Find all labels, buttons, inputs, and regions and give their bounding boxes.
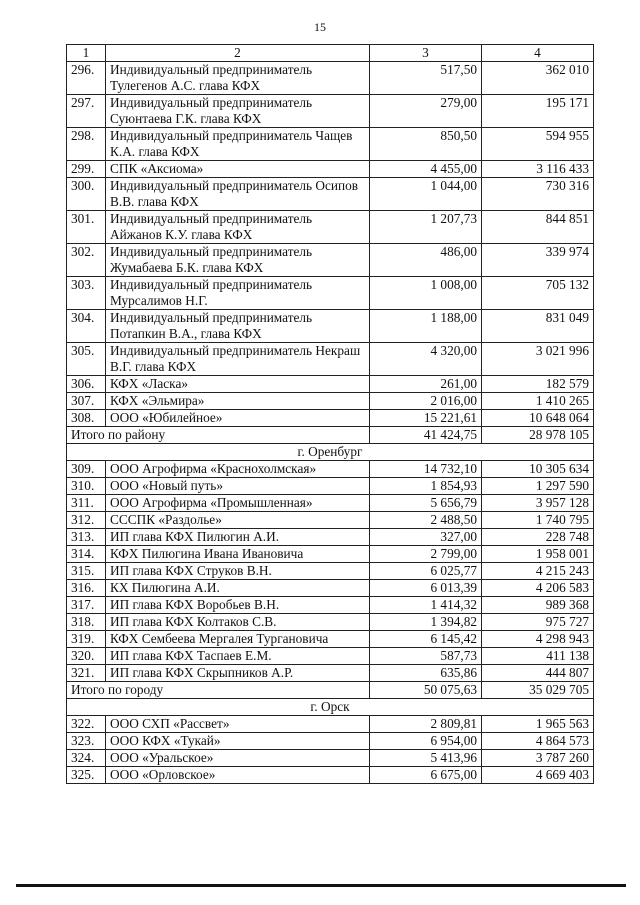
recipient-name: КФХ Сембеева Мергалея Тургановича	[106, 631, 370, 648]
table-row	[67, 563, 594, 580]
recipient-name: СПК «Аксиома»	[106, 161, 370, 178]
recipient-name: Индивидуальный предприниматель Жумабаева Б.К. глава КФХ	[106, 244, 370, 277]
value-col-3: 1 044,00	[370, 178, 482, 211]
value-col-4: 3 787 260	[482, 750, 594, 767]
row-number: 312.	[67, 512, 106, 529]
row-number: 319.	[67, 631, 106, 648]
value-col-3: 2 016,00	[370, 393, 482, 410]
table-row	[67, 376, 594, 393]
table-row	[67, 244, 594, 277]
table-row	[67, 310, 594, 343]
row-number: 324.	[67, 750, 106, 767]
recipient-name: Индивидуальный предприниматель Чащев К.А. глава КФХ	[106, 128, 370, 161]
value-col-3: 1 188,00	[370, 310, 482, 343]
value-col-4: 444 807	[482, 665, 594, 682]
total-row	[67, 682, 594, 699]
total-row	[67, 427, 594, 444]
table-row	[67, 128, 594, 161]
header-col-4: 4	[482, 45, 594, 62]
value-col-3: 1 854,93	[370, 478, 482, 495]
total-col-3: 50 075,63	[370, 682, 482, 699]
value-col-3: 14 732,10	[370, 461, 482, 478]
value-col-4: 1 297 590	[482, 478, 594, 495]
row-number: 322.	[67, 716, 106, 733]
row-number: 297.	[67, 95, 106, 128]
table-row	[67, 211, 594, 244]
value-col-3: 6 675,00	[370, 767, 482, 784]
header-col-1: 1	[67, 45, 106, 62]
row-number: 301.	[67, 211, 106, 244]
recipient-name: ИП глава КФХ Таспаев Е.М.	[106, 648, 370, 665]
row-number: 323.	[67, 733, 106, 750]
recipient-name: ООО «Новый путь»	[106, 478, 370, 495]
value-col-4: 4 669 403	[482, 767, 594, 784]
row-number: 308.	[67, 410, 106, 427]
recipient-name: ИП глава КФХ Пилюгин А.И.	[106, 529, 370, 546]
value-col-4: 1 410 265	[482, 393, 594, 410]
total-col-4: 28 978 105	[482, 427, 594, 444]
value-col-4: 4 206 583	[482, 580, 594, 597]
value-col-4: 989 368	[482, 597, 594, 614]
total-label: Итого по городу	[67, 682, 370, 699]
row-number: 316.	[67, 580, 106, 597]
value-col-3: 6 145,42	[370, 631, 482, 648]
value-col-3: 2 799,00	[370, 546, 482, 563]
row-number: 309.	[67, 461, 106, 478]
value-col-3: 6 954,00	[370, 733, 482, 750]
table-row	[67, 614, 594, 631]
value-col-4: 4 298 943	[482, 631, 594, 648]
value-col-4: 831 049	[482, 310, 594, 343]
value-col-4: 195 171	[482, 95, 594, 128]
header-col-3: 3	[370, 45, 482, 62]
bottom-rule	[16, 884, 626, 887]
recipient-name: ООО СХП «Рассвет»	[106, 716, 370, 733]
recipient-name: ИП глава КФХ Струков В.Н.	[106, 563, 370, 580]
recipient-name: ООО «Орловское»	[106, 767, 370, 784]
table-row	[67, 529, 594, 546]
value-col-4: 4 215 243	[482, 563, 594, 580]
table-row	[67, 767, 594, 784]
page-number: 15	[314, 20, 326, 34]
recipient-name: ООО КФХ «Тукай»	[106, 733, 370, 750]
value-col-4: 730 316	[482, 178, 594, 211]
row-number: 302.	[67, 244, 106, 277]
row-number: 303.	[67, 277, 106, 310]
recipient-name: Индивидуальный предприниматель Потапкин В.А., глава КФХ	[106, 310, 370, 343]
recipient-name: КФХ «Ласка»	[106, 376, 370, 393]
value-col-4: 1 958 001	[482, 546, 594, 563]
row-number: 321.	[67, 665, 106, 682]
value-col-4: 594 955	[482, 128, 594, 161]
section-title: г. Оренбург	[67, 444, 594, 461]
recipient-name: Индивидуальный предприниматель Мурсалимов Н.Г.	[106, 277, 370, 310]
value-col-3: 15 221,61	[370, 410, 482, 427]
value-col-3: 327,00	[370, 529, 482, 546]
row-number: 296.	[67, 62, 106, 95]
table-row	[67, 478, 594, 495]
recipient-name: СССПК «Раздолье»	[106, 512, 370, 529]
table-row	[67, 178, 594, 211]
recipient-name: ИП глава КФХ Воробьев В.Н.	[106, 597, 370, 614]
value-col-3: 1 394,82	[370, 614, 482, 631]
table-row	[67, 631, 594, 648]
table-row	[67, 580, 594, 597]
table-row	[67, 597, 594, 614]
recipient-name: Индивидуальный предприниматель Некраш В.Г. глава КФХ	[106, 343, 370, 376]
value-col-4: 10 305 634	[482, 461, 594, 478]
row-number: 298.	[67, 128, 106, 161]
recipient-name: ООО «Юбилейное»	[106, 410, 370, 427]
row-number: 299.	[67, 161, 106, 178]
value-col-3: 5 413,96	[370, 750, 482, 767]
row-number: 314.	[67, 546, 106, 563]
recipient-name: Индивидуальный предприниматель Тулегенов А.С. глава КФХ	[106, 62, 370, 95]
total-label: Итого по району	[67, 427, 370, 444]
value-col-4: 339 974	[482, 244, 594, 277]
table-row	[67, 546, 594, 563]
row-number: 306.	[67, 376, 106, 393]
value-col-3: 517,50	[370, 62, 482, 95]
value-col-4: 1 965 563	[482, 716, 594, 733]
recipient-name: Индивидуальный предприниматель Суюнтаева Г.К. глава КФХ	[106, 95, 370, 128]
row-number: 304.	[67, 310, 106, 343]
table-row	[67, 495, 594, 512]
table-row	[67, 665, 594, 682]
row-number: 313.	[67, 529, 106, 546]
section-title: г. Орск	[67, 699, 594, 716]
value-col-3: 486,00	[370, 244, 482, 277]
recipient-name: КФХ Пилюгина Ивана Ивановича	[106, 546, 370, 563]
row-number: 307.	[67, 393, 106, 410]
table-header-row	[67, 45, 594, 62]
row-number: 317.	[67, 597, 106, 614]
table-row	[67, 716, 594, 733]
value-col-3: 5 656,79	[370, 495, 482, 512]
value-col-3: 4 455,00	[370, 161, 482, 178]
value-col-4: 705 132	[482, 277, 594, 310]
table-row	[67, 343, 594, 376]
recipient-name: ООО Агрофирма «Промышленная»	[106, 495, 370, 512]
row-number: 325.	[67, 767, 106, 784]
value-col-3: 635,86	[370, 665, 482, 682]
value-col-3: 2 488,50	[370, 512, 482, 529]
value-col-4: 411 138	[482, 648, 594, 665]
recipient-name: ИП глава КФХ Скрыпников А.Р.	[106, 665, 370, 682]
value-col-3: 6 025,77	[370, 563, 482, 580]
row-number: 300.	[67, 178, 106, 211]
value-col-4: 228 748	[482, 529, 594, 546]
value-col-3: 261,00	[370, 376, 482, 393]
value-col-3: 1 207,73	[370, 211, 482, 244]
row-number: 305.	[67, 343, 106, 376]
subsidy-table	[66, 44, 594, 784]
recipient-name: ООО Агрофирма «Краснохолмская»	[106, 461, 370, 478]
value-col-3: 1 414,32	[370, 597, 482, 614]
value-col-3: 2 809,81	[370, 716, 482, 733]
table-row	[67, 393, 594, 410]
recipient-name: ООО «Уральское»	[106, 750, 370, 767]
total-col-3: 41 424,75	[370, 427, 482, 444]
row-number: 320.	[67, 648, 106, 665]
recipient-name: ИП глава КФХ Колтаков С.В.	[106, 614, 370, 631]
recipient-name: КФХ «Эльмира»	[106, 393, 370, 410]
table-row	[67, 277, 594, 310]
recipient-name: Индивидуальный предприниматель Айжанов К.У. глава КФХ	[106, 211, 370, 244]
table-row	[67, 750, 594, 767]
row-number: 310.	[67, 478, 106, 495]
table-row	[67, 410, 594, 427]
value-col-4: 362 010	[482, 62, 594, 95]
value-col-3: 587,73	[370, 648, 482, 665]
value-col-4: 4 864 573	[482, 733, 594, 750]
table-row	[67, 62, 594, 95]
total-col-4: 35 029 705	[482, 682, 594, 699]
value-col-3: 279,00	[370, 95, 482, 128]
recipient-name: Индивидуальный предприниматель Осипов В.В. глава КФХ	[106, 178, 370, 211]
row-number: 318.	[67, 614, 106, 631]
row-number: 311.	[67, 495, 106, 512]
table-row	[67, 512, 594, 529]
value-col-3: 4 320,00	[370, 343, 482, 376]
table-row	[67, 733, 594, 750]
table-row	[67, 95, 594, 128]
section-header-row	[67, 699, 594, 716]
value-col-3: 850,50	[370, 128, 482, 161]
header-col-2: 2	[106, 45, 370, 62]
value-col-4: 3 957 128	[482, 495, 594, 512]
section-header-row	[67, 444, 594, 461]
table-row	[67, 461, 594, 478]
value-col-3: 6 013,39	[370, 580, 482, 597]
value-col-4: 1 740 795	[482, 512, 594, 529]
table-row	[67, 648, 594, 665]
value-col-3: 1 008,00	[370, 277, 482, 310]
value-col-4: 975 727	[482, 614, 594, 631]
table-row	[67, 161, 594, 178]
value-col-4: 844 851	[482, 211, 594, 244]
row-number: 315.	[67, 563, 106, 580]
value-col-4: 3 021 996	[482, 343, 594, 376]
recipient-name: КХ Пилюгина А.И.	[106, 580, 370, 597]
value-col-4: 10 648 064	[482, 410, 594, 427]
value-col-4: 182 579	[482, 376, 594, 393]
value-col-4: 3 116 433	[482, 161, 594, 178]
